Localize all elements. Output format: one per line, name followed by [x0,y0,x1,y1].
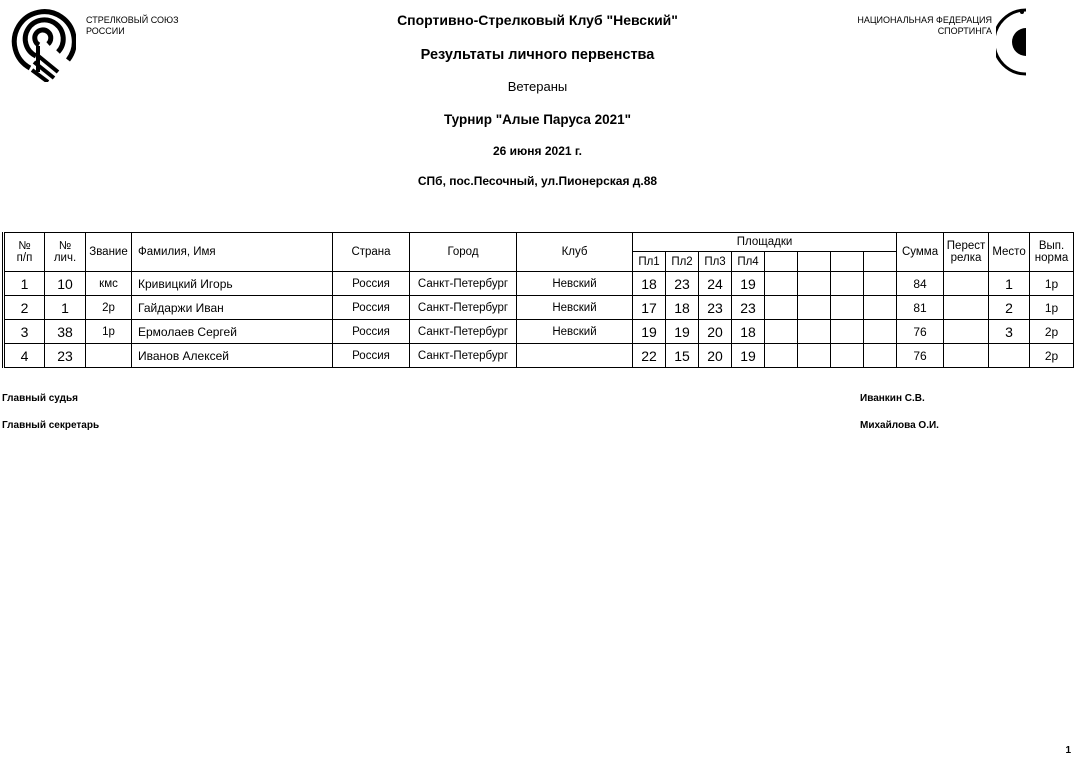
cell-name: Иванов Алексей [132,344,333,368]
cell-norm: 1р [1030,296,1074,320]
cell-sum: 76 [897,320,944,344]
cell-sum: 84 [897,272,944,296]
cell-score: 24 [699,272,732,296]
cell-num: 1 [4,272,45,296]
col-ground-2: Пл2 [666,252,699,272]
club-title: Спортивно-Стрелковый Клуб "Невский" [397,12,678,28]
chief-secretary-name: Михайлова О.И. [860,420,939,431]
cell-sum: 76 [897,344,944,368]
cell-num: 4 [4,344,45,368]
cell-empty [765,296,798,320]
table-row [4,272,1074,296]
cell-club [517,344,633,368]
cell-shootoff [944,344,989,368]
col-ground-4: Пл4 [732,252,765,272]
col-grounds: Площадки [633,233,897,252]
cell-empty [798,320,831,344]
cell-rank [86,344,132,368]
cell-personal-num: 10 [45,272,86,296]
cell-name: Ермолаев Сергей [132,320,333,344]
col-personal-num: № лич. [45,233,86,272]
col-ground-empty [798,252,831,272]
org-right-line-1: НАЦИОНАЛЬНАЯ ФЕДЕРАЦИЯ [857,15,992,25]
cell-club: Невский [517,296,633,320]
cell-score: 20 [699,320,732,344]
chief-judge-label: Главный судья [2,393,78,404]
cell-country: Россия [333,272,410,296]
cell-empty [864,272,897,296]
cell-country: Россия [333,320,410,344]
category: Ветераны [507,79,568,94]
cell-empty [798,272,831,296]
results-table [2,232,1074,368]
cell-name: Гайдаржи Иван [132,296,333,320]
col-shootoff: Перест релка [944,233,989,272]
col-rank: Звание [86,233,132,272]
col-norm: Вып. норма [1030,233,1074,272]
cell-city: Санкт-Петербург [410,272,517,296]
cell-score: 19 [666,320,699,344]
cell-score: 23 [699,296,732,320]
cell-empty [765,272,798,296]
col-name: Фамилия, Имя [132,233,333,272]
chief-secretary-label: Главный секретарь [2,420,100,431]
cell-empty [765,344,798,368]
cell-shootoff [944,272,989,296]
col-sum: Сумма [897,233,944,272]
cell-sum: 81 [897,296,944,320]
cell-score: 20 [699,344,732,368]
col-club: Клуб [517,233,633,272]
col-num: № п/п [4,233,45,272]
cell-score: 18 [633,272,666,296]
col-ground-empty [864,252,897,272]
cell-score: 19 [732,272,765,296]
col-ground-1: Пл1 [633,252,666,272]
table-header-row [4,233,1074,252]
cell-place: 3 [989,320,1030,344]
cell-score: 17 [633,296,666,320]
cell-rank: 1р [86,320,132,344]
cell-empty [765,320,798,344]
org-left-line-1: СТРЕЛКОВЫЙ СОЮЗ [86,15,179,25]
cell-empty [798,296,831,320]
cell-empty [831,296,864,320]
cell-score: 22 [633,344,666,368]
cell-shootoff [944,320,989,344]
cell-score: 18 [666,296,699,320]
cell-score: 23 [666,272,699,296]
cell-club: Невский [517,272,633,296]
cell-personal-num: 23 [45,344,86,368]
cell-empty [831,320,864,344]
cell-empty [831,272,864,296]
page-number: 1 [1065,745,1071,756]
col-city: Город [410,233,517,272]
cell-place [989,344,1030,368]
col-ground-3: Пл3 [699,252,732,272]
cell-club: Невский [517,320,633,344]
cell-city: Санкт-Петербург [410,296,517,320]
cell-empty [831,344,864,368]
col-ground-empty [831,252,864,272]
cell-score: 19 [732,344,765,368]
cell-score: 19 [633,320,666,344]
cell-rank: 2р [86,296,132,320]
cell-personal-num: 38 [45,320,86,344]
cell-name: Кривицкий Игорь [132,272,333,296]
cell-num: 3 [4,320,45,344]
cell-score: 23 [732,296,765,320]
cell-norm: 2р [1030,320,1074,344]
cell-place: 1 [989,272,1030,296]
table-row [4,296,1074,320]
cell-place: 2 [989,296,1030,320]
cell-personal-num: 1 [45,296,86,320]
cell-shootoff [944,296,989,320]
cell-city: Санкт-Петербург [410,344,517,368]
cell-norm: 1р [1030,272,1074,296]
chief-judge-name: Иванкин С.В. [860,393,925,404]
org-left-line-2: РОССИИ [86,26,125,36]
col-place: Место [989,233,1030,272]
cell-rank: кмс [86,272,132,296]
cell-empty [864,296,897,320]
cell-score: 15 [666,344,699,368]
cell-empty [798,344,831,368]
col-country: Страна [333,233,410,272]
tournament-name: Турнир "Алые Паруса 2021" [443,112,632,127]
cell-country: Россия [333,296,410,320]
tournament-location: СПб, пос.Песочный, ул.Пионерская д.88 [417,174,658,188]
cell-score: 18 [732,320,765,344]
org-right-line-2: СПОРТИНГА [937,26,992,36]
cell-empty [864,320,897,344]
col-ground-empty [765,252,798,272]
cell-norm: 2р [1030,344,1074,368]
table-row [4,320,1074,344]
tournament-date: 26 июня 2021 г. [492,144,583,158]
report-title: Результаты личного первенства [420,47,655,63]
cell-empty [864,344,897,368]
cell-num: 2 [4,296,45,320]
table-row [4,344,1074,368]
cell-country: Россия [333,344,410,368]
cell-city: Санкт-Петербург [410,320,517,344]
